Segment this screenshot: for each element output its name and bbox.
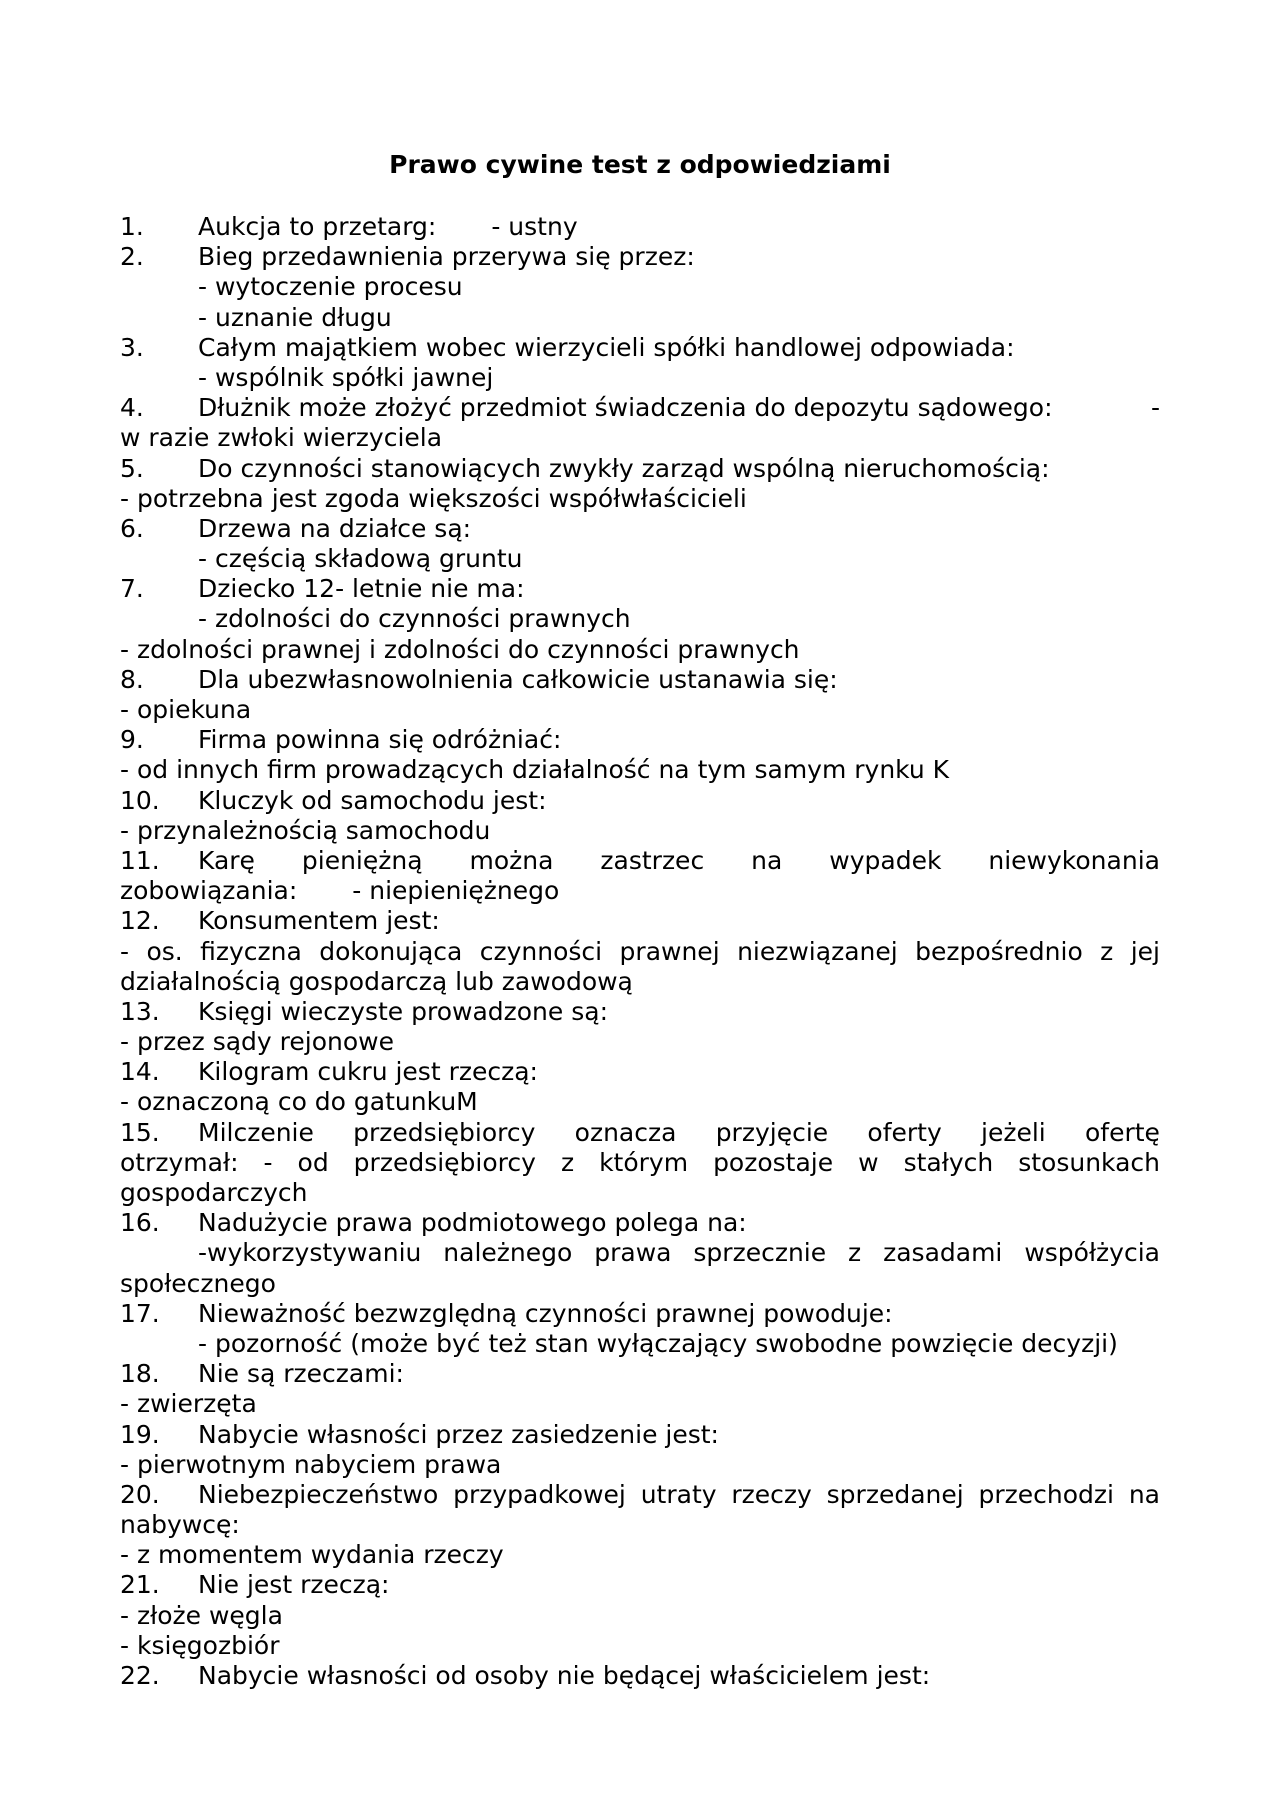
answer-dash: -	[1150, 393, 1160, 423]
question-text-continued: nabywcę:	[120, 1510, 240, 1540]
answer-text: w razie zwłoki wierzyciela	[120, 423, 443, 453]
question-text: zobowiązania:	[120, 876, 298, 906]
word: przedsiębiorcy	[353, 1117, 536, 1147]
answer-text: działalnością gospodarczą lub zawodową	[120, 966, 633, 996]
question-number: 20.	[120, 1479, 160, 1509]
answer-text: otrzymał: - od przedsiębiorcy z którym pozostaje w stałych stosunkach	[120, 1147, 1160, 1177]
question-text: Nieważność bezwzględną czynności prawnej powoduje:	[198, 1298, 893, 1328]
question-text: Nadużycie prawa podmiotowego polega na:	[198, 1208, 747, 1238]
answer-text: - os. fizyczna dokonująca czynności prawnej niezwiązanej bezpośrednio z jej	[120, 936, 1160, 966]
answer-text: - opiekuna	[120, 695, 252, 724]
question-text: Całym majątkiem wobec wierzycieli spółki handlowej odpowiada:	[198, 332, 1015, 362]
question-text: Nie jest rzeczą:	[198, 1570, 390, 1600]
question-number: 19.	[120, 1419, 160, 1449]
question-15	[120, 1118, 1160, 1148]
answer-text: - niepieniężnego	[352, 876, 560, 906]
question-20	[120, 1480, 1160, 1510]
answer-text: - ustny	[491, 212, 578, 241]
answer-text: - od innych firm prowadzących działalność na tym samym rynku K	[120, 755, 950, 785]
word: oznacza	[574, 1117, 677, 1147]
question-21	[120, 1570, 1160, 1600]
question-text: Bieg przedawnienia przerywa się przez:	[198, 242, 695, 272]
question-number: 11.	[120, 845, 160, 875]
question-number: 12.	[120, 906, 160, 936]
answer-text: społecznego	[120, 1268, 276, 1298]
question-text	[198, 846, 1160, 876]
question-16	[120, 1208, 1160, 1238]
word: niewykonania	[988, 845, 1160, 875]
question-9	[120, 725, 1160, 755]
question-text: Konsumentem jest:	[198, 906, 440, 936]
question-text: Kluczyk od samochodu jest:	[198, 785, 547, 815]
question-10	[120, 786, 1160, 816]
question-7	[120, 574, 1160, 604]
answer-text: - wspólnik spółki jawnej	[198, 362, 494, 392]
question-text: Dłużnik może złożyć przedmiot świadczenia do depozytu sądowego:	[198, 393, 1053, 423]
answer-text: - złoże węgla	[120, 1600, 283, 1630]
question-text: Nie są rzeczami:	[198, 1359, 404, 1389]
answer-text: - częścią składową gruntu	[198, 544, 523, 574]
question-number: 6.	[120, 513, 144, 543]
question-4	[120, 393, 1160, 423]
answer-text: - zwierzęta	[120, 1389, 257, 1419]
answer-text: - wytoczenie procesu	[198, 272, 463, 302]
question-13	[120, 997, 1160, 1027]
question-text: Kilogram cukru jest rzeczą:	[198, 1057, 538, 1087]
question-17	[120, 1299, 1160, 1329]
question-1	[120, 212, 1160, 242]
word: przyjęcie	[715, 1117, 829, 1147]
question-8	[120, 665, 1160, 695]
question-text: Nabycie własności przez zasiedzenie jest:	[198, 1419, 719, 1449]
question-number: 10.	[120, 785, 160, 815]
word: pieniężną	[301, 845, 423, 875]
question-number: 7.	[120, 574, 144, 604]
question-6	[120, 514, 1160, 544]
answer-text: - pierwotnym nabyciem prawa	[120, 1449, 502, 1479]
question-text: Aukcja to przetarg:	[198, 212, 437, 241]
question-number: 8.	[120, 664, 144, 694]
question-number: 9.	[120, 725, 144, 755]
question-number: 4.	[120, 393, 144, 423]
question-number: 15.	[120, 1117, 160, 1147]
question-text: Niebezpieczeństwo przypadkowej utraty rzeczy sprzedanej przechodzi na	[198, 1479, 1160, 1509]
question-5	[120, 454, 1160, 484]
answer-text: - przynależnością samochodu	[120, 815, 491, 845]
question-text-continued	[120, 876, 1160, 906]
question-number: 22.	[120, 1661, 160, 1690]
question-list	[120, 212, 1160, 1691]
question-number: 1.	[120, 212, 144, 241]
question-11	[120, 846, 1160, 876]
question-number: 5.	[120, 453, 144, 483]
question-number: 21.	[120, 1570, 160, 1600]
question-3	[120, 333, 1160, 363]
question-text: Dziecko 12- letnie nie ma:	[198, 574, 525, 604]
answer-text: - oznaczoną co do gatunkuM	[120, 1087, 478, 1117]
question-number: 17.	[120, 1298, 160, 1328]
answer-text: - uznanie długu	[198, 302, 392, 332]
question-text: Dla ubezwłasnowolnienia całkowicie ustanawia się:	[198, 664, 838, 694]
answer-text: - zdolności do czynności prawnych	[198, 604, 631, 634]
answer-text: - z momentem wydania rzeczy	[120, 1540, 504, 1570]
word: ofertę	[1085, 1117, 1160, 1147]
question-number: 18.	[120, 1359, 160, 1389]
question-22	[120, 1661, 1160, 1691]
question-text: Księgi wieczyste prowadzone są:	[198, 996, 608, 1026]
question-14	[120, 1057, 1160, 1087]
question-number: 16.	[120, 1208, 160, 1238]
question-number: 3.	[120, 332, 144, 362]
question-text: Drzewa na działce są:	[198, 513, 472, 543]
answer-text: - przez sądy rejonowe	[120, 1027, 394, 1057]
word: Milczenie	[198, 1117, 314, 1147]
question-18	[120, 1359, 1160, 1389]
question-text	[198, 1118, 1160, 1148]
document-title: Prawo cywine test z odpowiedziami	[389, 150, 891, 179]
answer-text: - księgozbiór	[120, 1630, 280, 1660]
question-number: 2.	[120, 242, 144, 272]
question-text: Do czynności stanowiących zwykły zarząd wspólną nieruchomością:	[198, 453, 1050, 483]
answer-text: - zdolności prawnej i zdolności do czynności prawnych	[120, 634, 800, 664]
answer-text: - potrzebna jest zgoda większości współwłaścicieli	[120, 483, 747, 513]
question-number: 14.	[120, 1057, 160, 1087]
word: można	[469, 845, 554, 875]
word: oferty	[867, 1117, 942, 1147]
answer-text: -wykorzystywaniu należnego prawa sprzecznie z zasadami współżycia	[198, 1238, 1160, 1268]
word: wypadek	[829, 845, 942, 875]
question-text: Firma powinna się odróżniać:	[198, 725, 562, 755]
word: jeżeli	[981, 1117, 1046, 1147]
word: zastrzec	[600, 845, 705, 875]
answer-text: gospodarczych	[120, 1178, 308, 1207]
word: Karę	[198, 845, 255, 875]
question-12	[120, 906, 1160, 936]
answer-text: - pozorność (może być też stan wyłączający swobodne powzięcie decyzji)	[198, 1328, 1118, 1358]
question-19	[120, 1420, 1160, 1450]
question-text: Nabycie własności od osoby nie będącej właścicielem jest:	[198, 1661, 931, 1690]
word: na	[751, 845, 783, 875]
question-2	[120, 242, 1160, 272]
question-number: 13.	[120, 996, 160, 1026]
